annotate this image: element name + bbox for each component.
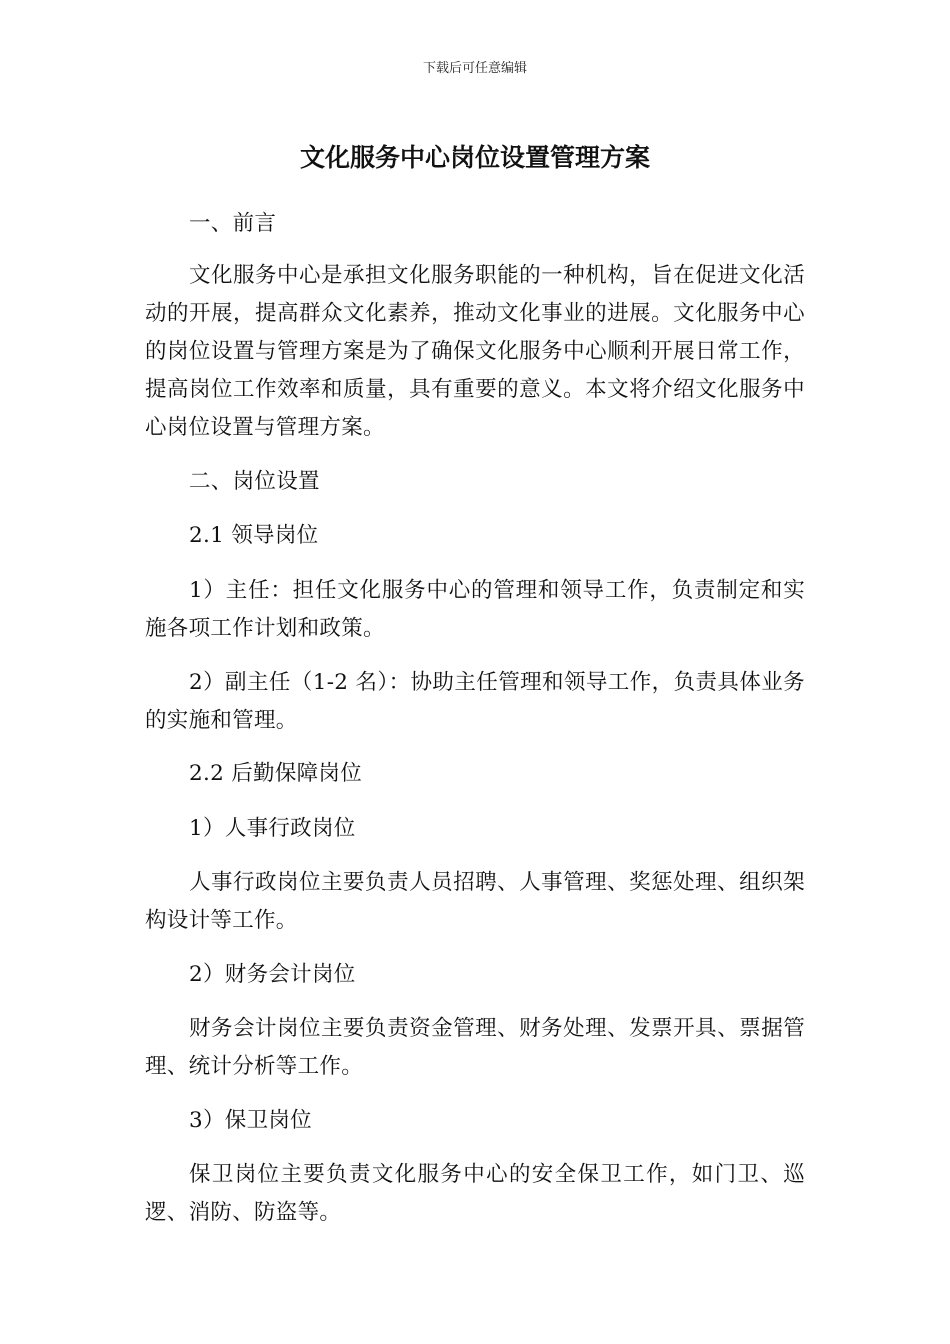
download-note: 下载后可任意编辑: [422, 61, 527, 76]
section-heading-positions: 二、岗位设置: [189, 469, 320, 494]
paragraph-director: 1）主任：担任文化服务中心的管理和领导工作，负责制定和实施各项工作计划和政策。: [145, 578, 805, 641]
subsection-heading-logistics: 2.2 后勤保障岗位: [189, 761, 363, 786]
paragraph-hr: 人事行政岗位主要负责人员招聘、人事管理、奖惩处理、组织架构设计等工作。: [145, 870, 805, 933]
paragraph-finance: 财务会计岗位主要负责资金管理、财务处理、发票开具、票据管理、统计分析等工作。: [145, 1016, 805, 1079]
subsection-heading-leadership: 2.1 领导岗位: [189, 523, 319, 548]
item-heading-security: 3）保卫岗位: [189, 1108, 312, 1133]
document-title: 文化服务中心岗位设置管理方案: [299, 143, 650, 172]
paragraph-security: 保卫岗位主要负责文化服务中心的安全保卫工作，如门卫、巡逻、消防、防盗等。: [145, 1162, 805, 1225]
section-heading-preface: 一、前言: [189, 211, 277, 236]
paragraph-deputy-director: 2）副主任（1-2 名）：协助主任管理和领导工作，负责具体业务的实施和管理。: [145, 670, 805, 733]
paragraph-intro: 文化服务中心是承担文化服务职能的一种机构，旨在促进文化活动的开展，提高群众文化素养，推动文化事业的进展。文化服务中心的岗位设置与管理方案是为了确保文化服务中心顺利开展日常工作，提高岗位工作效率和质量，具有重要的意义。本文将介绍文化服务中心岗位设置与管理方案。: [145, 263, 805, 440]
item-heading-finance: 2）财务会计岗位: [189, 962, 356, 987]
item-heading-hr: 1）人事行政岗位: [189, 816, 356, 841]
